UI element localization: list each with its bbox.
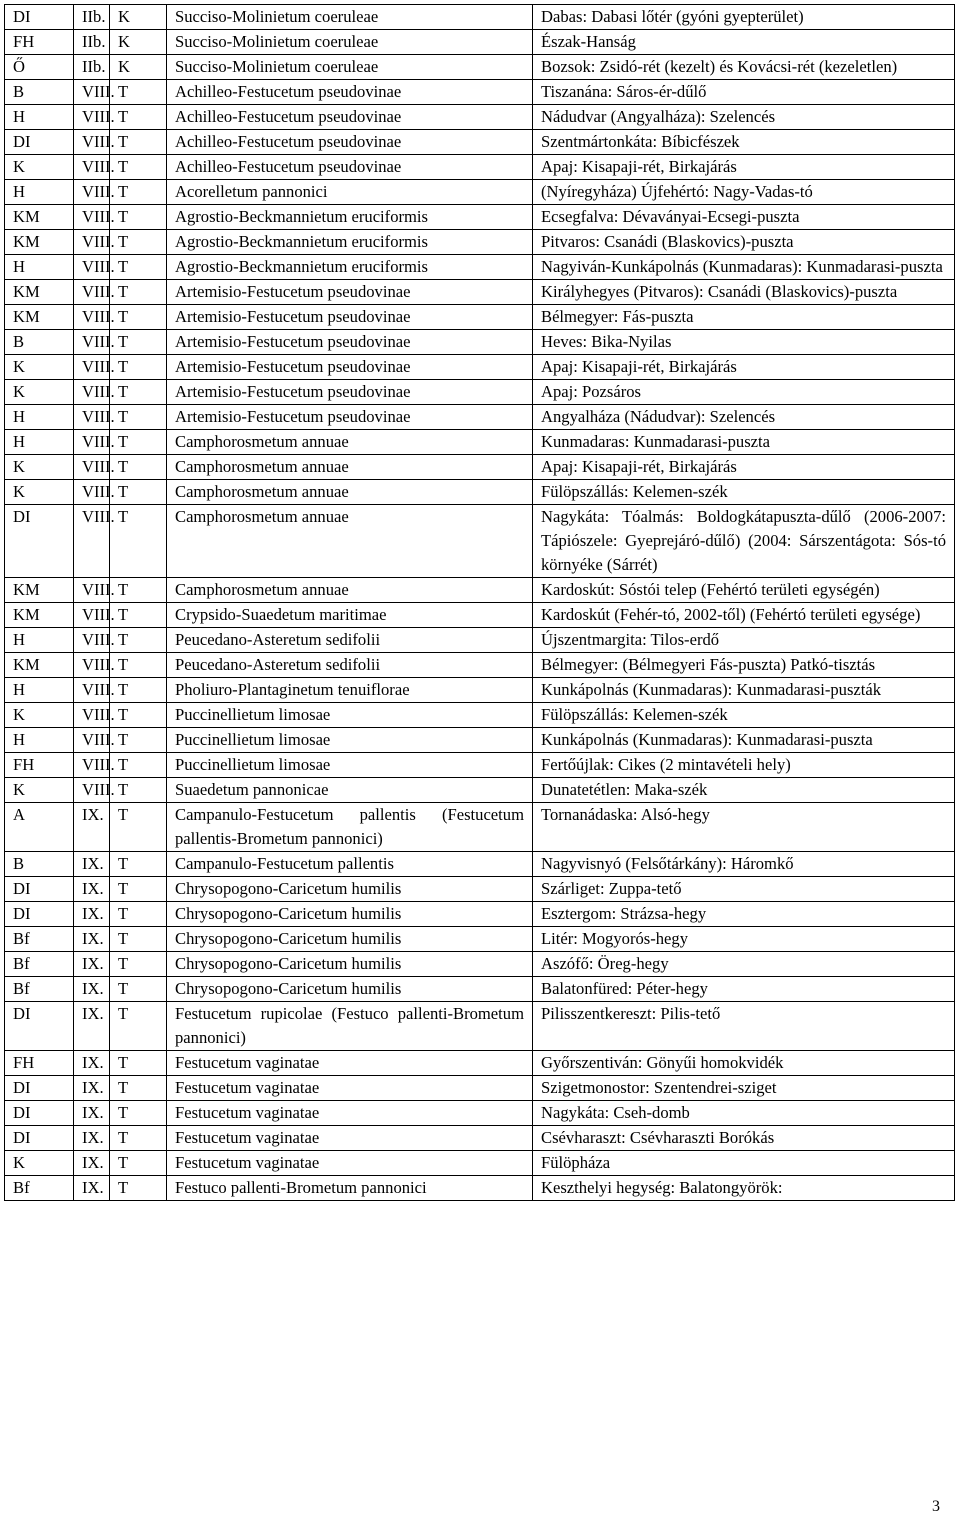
type-cell: T	[110, 380, 167, 405]
zone-cell: VIII.	[74, 355, 110, 380]
type-cell: T	[110, 355, 167, 380]
zone-cell: VIII.	[74, 105, 110, 130]
region-code-cell: FH	[5, 753, 74, 778]
zone-cell: VIII.	[74, 603, 110, 628]
association-name-cell: Agrostio-Beckmannietum eruciformis	[167, 205, 533, 230]
location-cell: Pilisszentkereszt: Pilis-tető	[533, 1002, 955, 1051]
location-cell: Kunkápolnás (Kunmadaras): Kunmadarasi-puszták	[533, 678, 955, 703]
table-row	[5, 330, 955, 355]
association-name-cell: Succiso-Molinietum coeruleae	[167, 5, 533, 30]
location-cell: Balatonfüred: Péter-hegy	[533, 977, 955, 1002]
type-cell: T	[110, 902, 167, 927]
association-name-cell: Chrysopogono-Caricetum humilis	[167, 877, 533, 902]
table-row	[5, 505, 955, 578]
zone-cell: VIII.	[74, 578, 110, 603]
zone-cell: VIII.	[74, 130, 110, 155]
zone-cell: IIb.	[74, 5, 110, 30]
region-code-cell: DI	[5, 902, 74, 927]
location-cell: Angyalháza (Nádudvar): Szelencés	[533, 405, 955, 430]
association-name-cell: Puccinellietum limosae	[167, 703, 533, 728]
table-row	[5, 1126, 955, 1151]
zone-cell: IX.	[74, 952, 110, 977]
region-code-cell: K	[5, 1151, 74, 1176]
type-cell: T	[110, 578, 167, 603]
zone-cell: VIII.	[74, 230, 110, 255]
region-code-cell: H	[5, 180, 74, 205]
type-cell: T	[110, 703, 167, 728]
zone-cell: IX.	[74, 927, 110, 952]
type-cell: T	[110, 230, 167, 255]
region-code-cell: H	[5, 255, 74, 280]
association-name-cell: Festucetum vaginatae	[167, 1151, 533, 1176]
table-row	[5, 205, 955, 230]
association-name-cell: Succiso-Molinietum coeruleae	[167, 55, 533, 80]
zone-cell: IX.	[74, 1151, 110, 1176]
zone-cell: IX.	[74, 803, 110, 852]
type-cell: T	[110, 430, 167, 455]
region-code-cell: K	[5, 703, 74, 728]
association-name-cell: Achilleo-Festucetum pseudovinae	[167, 155, 533, 180]
table-row	[5, 927, 955, 952]
type-cell: T	[110, 330, 167, 355]
location-cell: Esztergom: Strázsa-hegy	[533, 902, 955, 927]
type-cell: T	[110, 977, 167, 1002]
association-name-cell: Artemisio-Festucetum pseudovinae	[167, 405, 533, 430]
association-name-cell: Chrysopogono-Caricetum humilis	[167, 902, 533, 927]
association-name-cell: Festuco pallenti-Brometum pannonici	[167, 1176, 533, 1201]
region-code-cell: DI	[5, 1101, 74, 1126]
location-cell: Dabas: Dabasi lőtér (gyóni gyepterület)	[533, 5, 955, 30]
zone-cell: VIII.	[74, 180, 110, 205]
association-name-cell: Pholiuro-Plantaginetum tenuiflorae	[167, 678, 533, 703]
type-cell: T	[110, 1151, 167, 1176]
location-cell: Csévharaszt: Csévharaszti Borókás	[533, 1126, 955, 1151]
region-code-cell: K	[5, 380, 74, 405]
location-cell: Szentmártonkáta: Bíbicfészek	[533, 130, 955, 155]
zone-cell: VIII.	[74, 205, 110, 230]
zone-cell: VIII.	[74, 703, 110, 728]
type-cell: T	[110, 305, 167, 330]
region-code-cell: K	[5, 455, 74, 480]
location-cell: Győrszentiván: Gönyűi homokvidék	[533, 1051, 955, 1076]
association-name-cell: Festucetum vaginatae	[167, 1126, 533, 1151]
zone-cell: VIII.	[74, 455, 110, 480]
association-name-cell: Festucetum rupicolae (Festuco pallenti-Brometum pannonici)	[167, 1002, 533, 1051]
location-cell: Tiszanána: Sáros-ér-dűlő	[533, 80, 955, 105]
table-row	[5, 55, 955, 80]
association-name-cell: Camphorosmetum annuae	[167, 578, 533, 603]
type-cell: T	[110, 105, 167, 130]
location-cell: Nádudvar (Angyalháza): Szelencés	[533, 105, 955, 130]
location-cell: Fertőújlak: Cikes (2 mintavételi hely)	[533, 753, 955, 778]
table-row	[5, 703, 955, 728]
zone-cell: VIII.	[74, 480, 110, 505]
location-cell: Nagyiván-Kunkápolnás (Kunmadaras): Kunmadarasi-puszta	[533, 255, 955, 280]
association-name-cell: Puccinellietum limosae	[167, 753, 533, 778]
type-cell: K	[110, 55, 167, 80]
table-row	[5, 305, 955, 330]
region-code-cell: DI	[5, 1076, 74, 1101]
table-row	[5, 1051, 955, 1076]
association-name-cell: Camphorosmetum annuae	[167, 430, 533, 455]
table-row	[5, 480, 955, 505]
table-row	[5, 1076, 955, 1101]
type-cell: T	[110, 753, 167, 778]
location-cell: Heves: Bika-Nyilas	[533, 330, 955, 355]
zone-cell: VIII.	[74, 430, 110, 455]
location-cell: Keszthelyi hegység: Balatongyörök:	[533, 1176, 955, 1201]
table-row	[5, 5, 955, 30]
type-cell: K	[110, 5, 167, 30]
table-row	[5, 902, 955, 927]
type-cell: T	[110, 728, 167, 753]
location-cell: (Nyíregyháza) Újfehértó: Nagy-Vadas-tó	[533, 180, 955, 205]
type-cell: T	[110, 1126, 167, 1151]
location-cell: Szigetmonostor: Szentendrei-sziget	[533, 1076, 955, 1101]
zone-cell: IX.	[74, 1076, 110, 1101]
association-name-cell: Artemisio-Festucetum pseudovinae	[167, 305, 533, 330]
region-code-cell: KM	[5, 230, 74, 255]
association-name-cell: Acorelletum pannonici	[167, 180, 533, 205]
type-cell: T	[110, 1176, 167, 1201]
location-cell: Bélmegyer: Fás-puszta	[533, 305, 955, 330]
type-cell: T	[110, 130, 167, 155]
table-row	[5, 155, 955, 180]
location-cell: Nagykáta: Cseh-domb	[533, 1101, 955, 1126]
association-name-cell: Camphorosmetum annuae	[167, 505, 533, 578]
table-row	[5, 1101, 955, 1126]
type-cell: T	[110, 927, 167, 952]
type-cell: T	[110, 505, 167, 578]
table-row	[5, 355, 955, 380]
zone-cell: VIII.	[74, 255, 110, 280]
region-code-cell: H	[5, 405, 74, 430]
region-code-cell: H	[5, 728, 74, 753]
location-cell: Apaj: Pozsáros	[533, 380, 955, 405]
table-row	[5, 380, 955, 405]
location-cell: Újszentmargita: Tilos-erdő	[533, 628, 955, 653]
zone-cell: VIII.	[74, 80, 110, 105]
region-code-cell: FH	[5, 30, 74, 55]
region-code-cell: B	[5, 330, 74, 355]
type-cell: T	[110, 80, 167, 105]
type-cell: T	[110, 1002, 167, 1051]
association-name-cell: Agrostio-Beckmannietum eruciformis	[167, 255, 533, 280]
region-code-cell: KM	[5, 280, 74, 305]
region-code-cell: DI	[5, 130, 74, 155]
table-row	[5, 653, 955, 678]
region-code-cell: Bf	[5, 1176, 74, 1201]
location-cell: Apaj: Kisapaji-rét, Birkajárás	[533, 155, 955, 180]
region-code-cell: K	[5, 355, 74, 380]
location-cell: Tornanádaska: Alsó-hegy	[533, 803, 955, 852]
type-cell: T	[110, 952, 167, 977]
location-cell: Nagykáta: Tóalmás: Boldogkátapuszta-dűlő (2006-2007: Tápiószele: Gyeprejáró-dűlő) (2004: Sárszentágota: Sós-tó környéke (Sárrét)	[533, 505, 955, 578]
table-row	[5, 803, 955, 852]
zone-cell: VIII.	[74, 728, 110, 753]
table-row	[5, 852, 955, 877]
zone-cell: VIII.	[74, 330, 110, 355]
table-row	[5, 952, 955, 977]
region-code-cell: K	[5, 778, 74, 803]
location-cell: Kunmadaras: Kunmadarasi-puszta	[533, 430, 955, 455]
location-cell: Fülöpszállás: Kelemen-szék	[533, 480, 955, 505]
type-cell: T	[110, 852, 167, 877]
zone-cell: IX.	[74, 902, 110, 927]
region-code-cell: KM	[5, 653, 74, 678]
zone-cell: IX.	[74, 1126, 110, 1151]
zone-cell: IX.	[74, 852, 110, 877]
type-cell: T	[110, 255, 167, 280]
zone-cell: IX.	[74, 1101, 110, 1126]
region-code-cell: B	[5, 80, 74, 105]
table-row	[5, 628, 955, 653]
location-cell: Ecsegfalva: Dévaványai-Ecsegi-puszta	[533, 205, 955, 230]
region-code-cell: K	[5, 480, 74, 505]
table-body	[5, 5, 955, 1201]
region-code-cell: KM	[5, 603, 74, 628]
location-cell: Fülöpháza	[533, 1151, 955, 1176]
location-cell: Királyhegyes (Pitvaros): Csanádi (Blaskovics)-puszta	[533, 280, 955, 305]
region-code-cell: KM	[5, 205, 74, 230]
type-cell: T	[110, 405, 167, 430]
table-row	[5, 80, 955, 105]
type-cell: T	[110, 205, 167, 230]
type-cell: T	[110, 480, 167, 505]
zone-cell: IX.	[74, 877, 110, 902]
region-code-cell: KM	[5, 305, 74, 330]
zone-cell: VIII.	[74, 653, 110, 678]
association-name-cell: Camphorosmetum annuae	[167, 455, 533, 480]
location-cell: Nagyvisnyó (Felsőtárkány): Háromkő	[533, 852, 955, 877]
region-code-cell: DI	[5, 1126, 74, 1151]
zone-cell: VIII.	[74, 155, 110, 180]
association-name-cell: Artemisio-Festucetum pseudovinae	[167, 380, 533, 405]
association-name-cell: Camphorosmetum annuae	[167, 480, 533, 505]
table-row	[5, 405, 955, 430]
type-cell: T	[110, 653, 167, 678]
region-code-cell: H	[5, 430, 74, 455]
zone-cell: VIII.	[74, 678, 110, 703]
table-row	[5, 877, 955, 902]
table-row	[5, 180, 955, 205]
region-code-cell: K	[5, 155, 74, 180]
table-row	[5, 455, 955, 480]
zone-cell: IIb.	[74, 55, 110, 80]
zone-cell: VIII.	[74, 405, 110, 430]
association-name-cell: Artemisio-Festucetum pseudovinae	[167, 330, 533, 355]
table-row	[5, 130, 955, 155]
association-name-cell: Festucetum vaginatae	[167, 1101, 533, 1126]
location-cell: Kunkápolnás (Kunmadaras): Kunmadarasi-puszta	[533, 728, 955, 753]
association-name-cell: Campanulo-Festucetum pallentis (Festucetum pallentis-Brometum pannonici)	[167, 803, 533, 852]
table-row	[5, 1002, 955, 1051]
region-code-cell: DI	[5, 5, 74, 30]
zone-cell: IX.	[74, 1051, 110, 1076]
zone-cell: VIII.	[74, 280, 110, 305]
association-name-cell: Achilleo-Festucetum pseudovinae	[167, 130, 533, 155]
table-row	[5, 977, 955, 1002]
zone-cell: IX.	[74, 1176, 110, 1201]
region-code-cell: DI	[5, 1002, 74, 1051]
type-cell: T	[110, 1101, 167, 1126]
type-cell: T	[110, 180, 167, 205]
region-code-cell: DI	[5, 505, 74, 578]
association-name-cell: Festucetum vaginatae	[167, 1076, 533, 1101]
table-row	[5, 678, 955, 703]
type-cell: T	[110, 778, 167, 803]
type-cell: K	[110, 30, 167, 55]
type-cell: T	[110, 1051, 167, 1076]
region-code-cell: KM	[5, 578, 74, 603]
zone-cell: VIII.	[74, 380, 110, 405]
location-cell: Pitvaros: Csanádi (Blaskovics)-puszta	[533, 230, 955, 255]
table-row	[5, 230, 955, 255]
region-code-cell: Bf	[5, 977, 74, 1002]
region-code-cell: B	[5, 852, 74, 877]
association-name-cell: Achilleo-Festucetum pseudovinae	[167, 80, 533, 105]
table-row	[5, 1176, 955, 1201]
table-row	[5, 603, 955, 628]
table-row	[5, 255, 955, 280]
zone-cell: VIII.	[74, 505, 110, 578]
association-name-cell: Peucedano-Asteretum sedifolii	[167, 628, 533, 653]
association-name-cell: Peucedano-Asteretum sedifolii	[167, 653, 533, 678]
table-row	[5, 105, 955, 130]
association-name-cell: Chrysopogono-Caricetum humilis	[167, 952, 533, 977]
association-name-cell: Festucetum vaginatae	[167, 1051, 533, 1076]
type-cell: T	[110, 678, 167, 703]
location-cell: Észak-Hanság	[533, 30, 955, 55]
table-row	[5, 753, 955, 778]
zone-cell: IX.	[74, 1002, 110, 1051]
association-name-cell: Suaedetum pannonicae	[167, 778, 533, 803]
region-code-cell: FH	[5, 1051, 74, 1076]
association-name-cell: Puccinellietum limosae	[167, 728, 533, 753]
location-cell: Szárliget: Zuppa-tető	[533, 877, 955, 902]
association-name-cell: Crypsido-Suaedetum maritimae	[167, 603, 533, 628]
region-code-cell: Ő	[5, 55, 74, 80]
location-cell: Litér: Mogyorós-hegy	[533, 927, 955, 952]
table-row	[5, 578, 955, 603]
region-code-cell: DI	[5, 877, 74, 902]
page-number: 3	[932, 1498, 940, 1515]
association-name-cell: Artemisio-Festucetum pseudovinae	[167, 355, 533, 380]
association-name-cell: Chrysopogono-Caricetum humilis	[167, 977, 533, 1002]
association-name-cell: Chrysopogono-Caricetum humilis	[167, 927, 533, 952]
region-code-cell: H	[5, 678, 74, 703]
zone-cell: VIII.	[74, 628, 110, 653]
table-row	[5, 430, 955, 455]
association-name-cell: Campanulo-Festucetum pallentis	[167, 852, 533, 877]
table-row	[5, 30, 955, 55]
zone-cell: VIII.	[74, 778, 110, 803]
region-code-cell: Bf	[5, 952, 74, 977]
location-cell: Apaj: Kisapaji-rét, Birkajárás	[533, 355, 955, 380]
association-name-cell: Succiso-Molinietum coeruleae	[167, 30, 533, 55]
type-cell: T	[110, 877, 167, 902]
table-row	[5, 778, 955, 803]
association-name-cell: Artemisio-Festucetum pseudovinae	[167, 280, 533, 305]
association-name-cell: Achilleo-Festucetum pseudovinae	[167, 105, 533, 130]
zone-cell: IX.	[74, 977, 110, 1002]
table-row	[5, 1151, 955, 1176]
location-cell: Kardoskút: Sóstói telep (Fehértó területi egységén)	[533, 578, 955, 603]
zone-cell: IIb.	[74, 30, 110, 55]
zone-cell: VIII.	[74, 305, 110, 330]
region-code-cell: Bf	[5, 927, 74, 952]
habitat-table	[4, 4, 955, 1201]
region-code-cell: H	[5, 628, 74, 653]
location-cell: Bélmegyer: (Bélmegyeri Fás-puszta) Patkó-tisztás	[533, 653, 955, 678]
location-cell: Aszófő: Öreg-hegy	[533, 952, 955, 977]
type-cell: T	[110, 803, 167, 852]
type-cell: T	[110, 1076, 167, 1101]
location-cell: Dunatetétlen: Maka-szék	[533, 778, 955, 803]
type-cell: T	[110, 280, 167, 305]
location-cell: Apaj: Kisapaji-rét, Birkajárás	[533, 455, 955, 480]
region-code-cell: A	[5, 803, 74, 852]
type-cell: T	[110, 603, 167, 628]
location-cell: Fülöpszállás: Kelemen-szék	[533, 703, 955, 728]
region-code-cell: H	[5, 105, 74, 130]
location-cell: Bozsok: Zsidó-rét (kezelt) és Kovácsi-rét (kezeletlen)	[533, 55, 955, 80]
type-cell: T	[110, 155, 167, 180]
zone-cell: VIII.	[74, 753, 110, 778]
table-row	[5, 280, 955, 305]
location-cell: Kardoskút (Fehér-tó, 2002-től) (Fehértó területi egysége)	[533, 603, 955, 628]
table-row	[5, 728, 955, 753]
type-cell: T	[110, 455, 167, 480]
association-name-cell: Agrostio-Beckmannietum eruciformis	[167, 230, 533, 255]
type-cell: T	[110, 628, 167, 653]
